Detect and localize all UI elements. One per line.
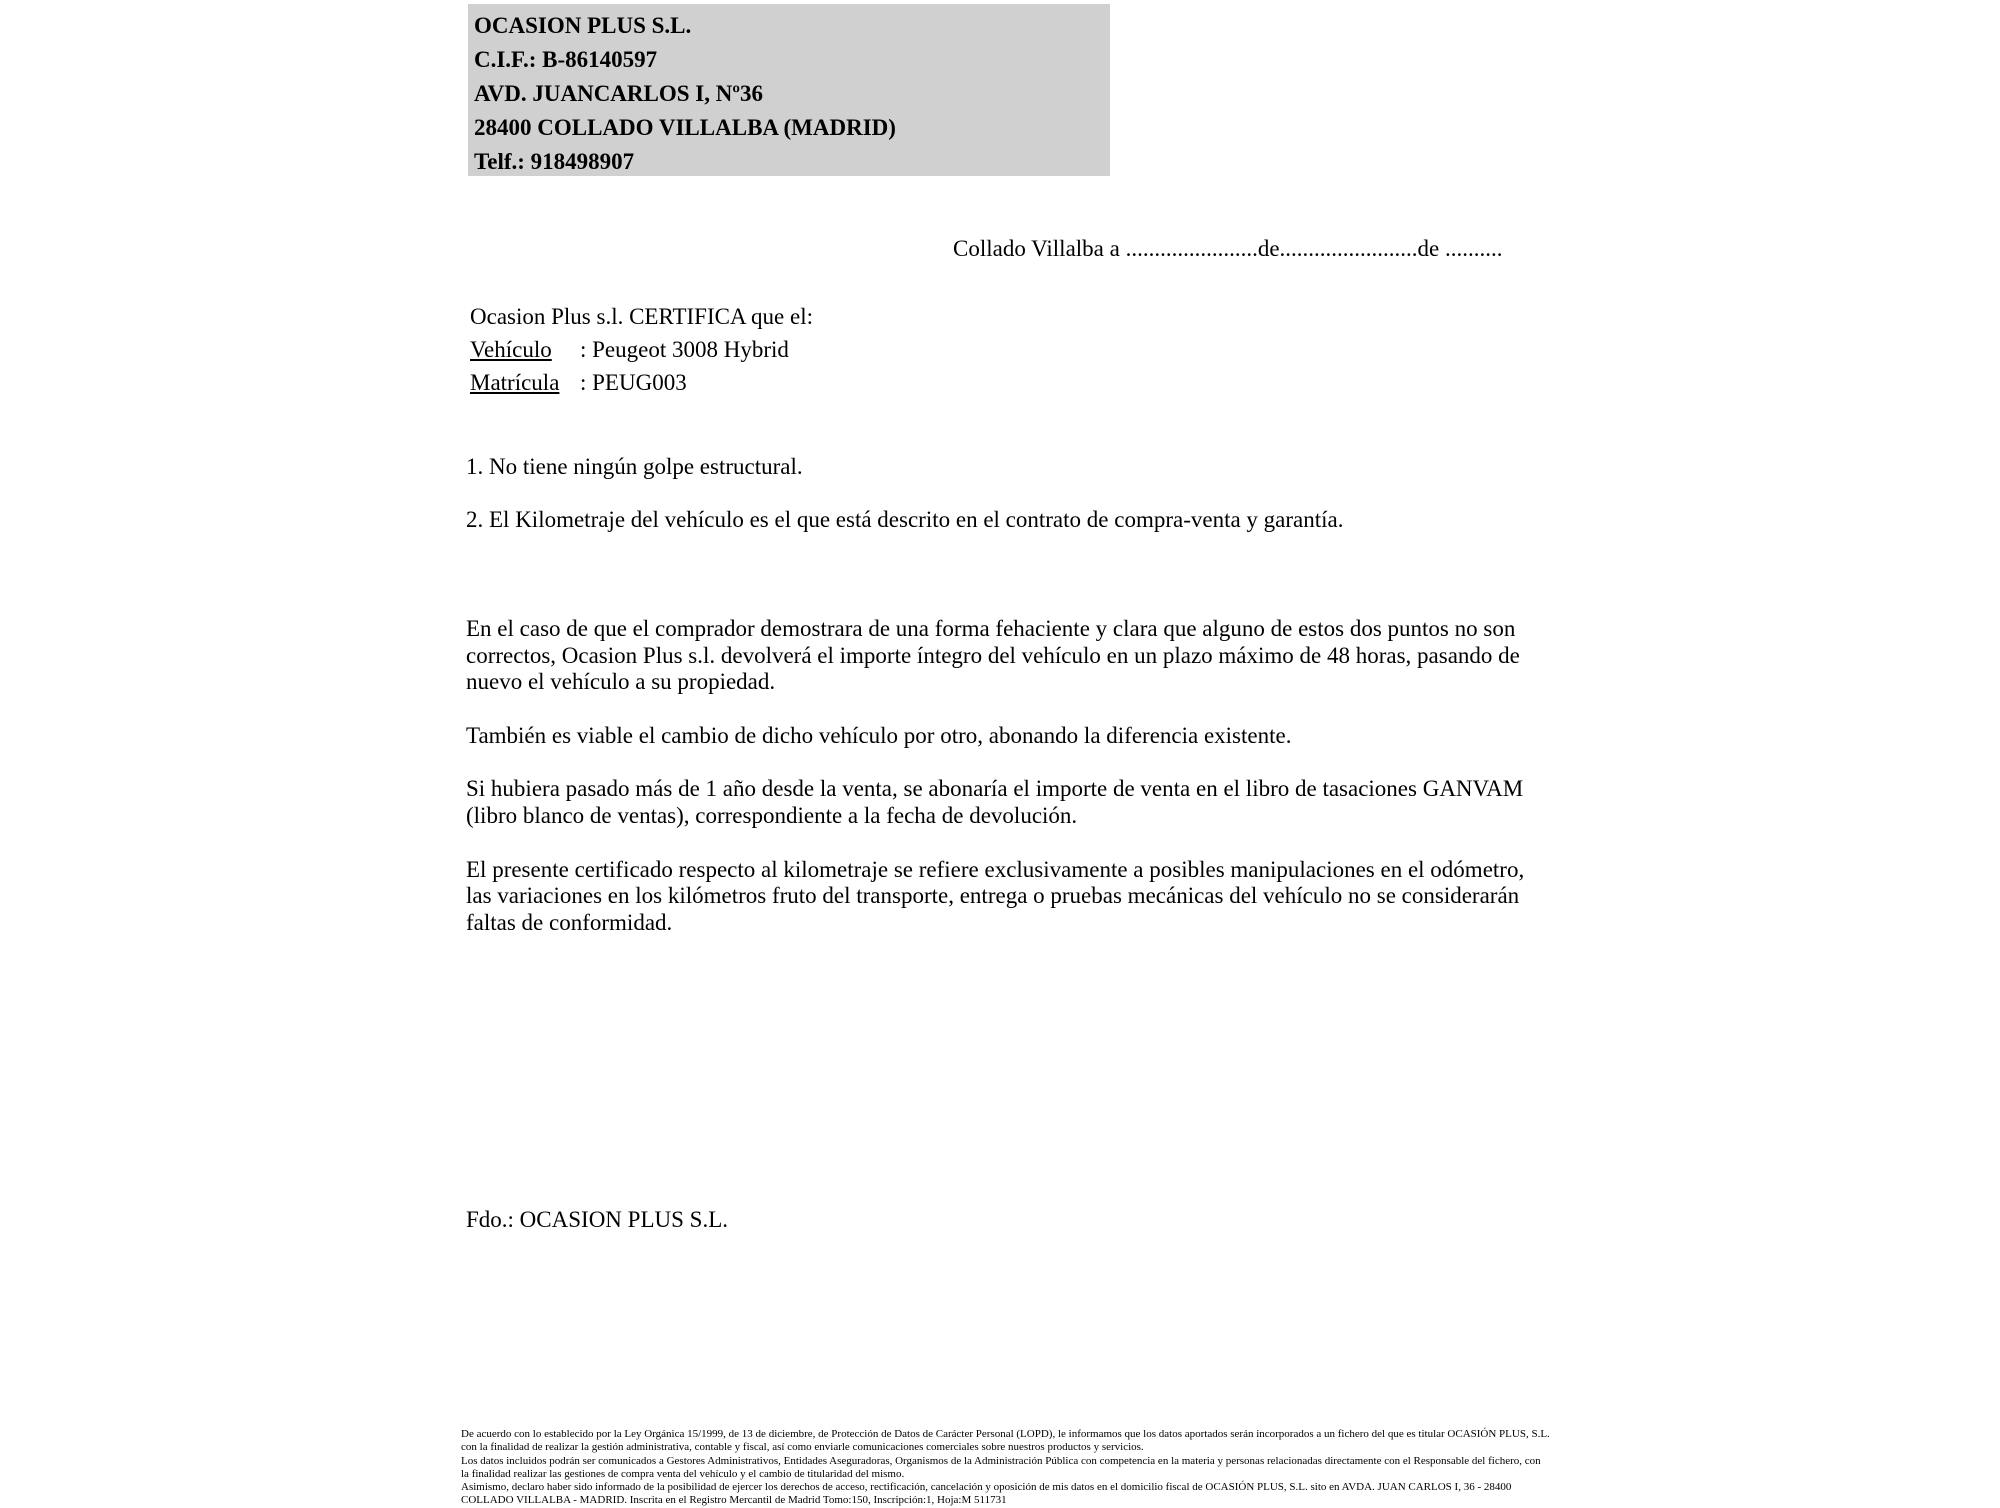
conditions-text	[466, 616, 1546, 963]
company-address: AVD. JUANCARLOS I, Nº36	[474, 81, 763, 106]
paragraph: El presente certificado respecto al kilometraje se refiere exclusivamente a posibles manipulaciones en el odómetro, las variaciones en los kilómetros fruto del transporte, entrega o pruebas mecánicas del vehículo no se considerarán faltas de conformidad.	[466, 856, 1525, 935]
point-item: 1. No tiene ningún golpe estructural.	[466, 454, 803, 479]
signature-line: Fdo.: OCASION PLUS S.L.	[466, 1207, 728, 1232]
company-header-box	[468, 4, 1110, 176]
legal-paragraph: De acuerdo con lo establecido por la Ley Orgánica 15/1999, de 13 de diciembre, de Protección de Datos de Carácter Personal (LOPD), le informamos que los datos aportados serán incorporados a un fichero del que es titular OCASIÓN PLUS, S.L. con la finalidad de realizar la gestión administrativa, contable y fiscal, así como enviarle comunicaciones comerciales sobre nuestros productos y servicios.	[461, 1428, 1550, 1454]
plate-label: Matrícula	[470, 370, 560, 395]
paragraph: En el caso de que el comprador demostrara de una forma fehaciente y clara que alguno de estos dos puntos no son correctos, Ocasion Plus s.l. devolverá el importe íntegro del vehículo en un plazo máximo de 48 horas, pasando de nuevo el vehículo a su propiedad.	[466, 616, 1520, 695]
certificate-intro: Ocasion Plus s.l. CERTIFICA que el:	[470, 304, 813, 329]
legal-paragraph: Asimismo, declaro haber sido informado de la posibilidad de ejercer los derechos de acceso, rectificación, cancelación y oposición de mis datos en el domicilio fiscal de OCASIÓN PLUS, S.L. sito en AVDA. JUAN CARLOS I, 36 - 28400 COLLADO VILLALBA - MADRID. Inscrita en el Registro Mercantil de Madrid Tomo:150, Inscripción:1, Hoja:M 511731	[461, 1481, 1512, 1507]
legal-paragraph: Los datos incluidos podrán ser comunicados a Gestores Administrativos, Entidades Aseguradoras, Organismos de la Administración Pública con competencia en la materia y personas relacionadas directamente con el Responsable del fichero, con la finalidad realizar las gestiones de compra venta del vehículo y el cambio de titularidad del mismo.	[461, 1454, 1541, 1480]
vehicle-value: : Peugeot 3008 Hybrid	[580, 337, 789, 362]
date-line: Collado Villalba a .......................de........................de ..........	[953, 236, 1503, 261]
legal-notice	[461, 1428, 1551, 1508]
plate-value: : PEUG003	[580, 370, 687, 395]
paragraph: También es viable el cambio de dicho vehículo por otro, abonando la diferencia existente.	[466, 722, 1292, 748]
certificate-block	[470, 300, 813, 399]
plate-row	[470, 366, 813, 399]
vehicle-label: Vehículo	[470, 337, 552, 362]
company-phone: Telf.: 918498907	[474, 149, 635, 174]
certified-points	[466, 452, 1343, 535]
company-name: OCASION PLUS S.L.	[474, 13, 692, 38]
paragraph: Si hubiera pasado más de 1 año desde la venta, se abonaría el importe de venta en el libro de tasaciones GANVAM (libro blanco de ventas), correspondiente a la fecha de devolución.	[466, 776, 1524, 828]
company-cif: C.I.F.: B-86140597	[474, 47, 658, 72]
vehicle-row	[470, 333, 813, 366]
company-city: 28400 COLLADO VILLALBA (MADRID)	[474, 115, 896, 140]
point-item: 2. El Kilometraje del vehículo es el que está descrito en el contrato de compra-venta y garantía.	[466, 507, 1344, 532]
